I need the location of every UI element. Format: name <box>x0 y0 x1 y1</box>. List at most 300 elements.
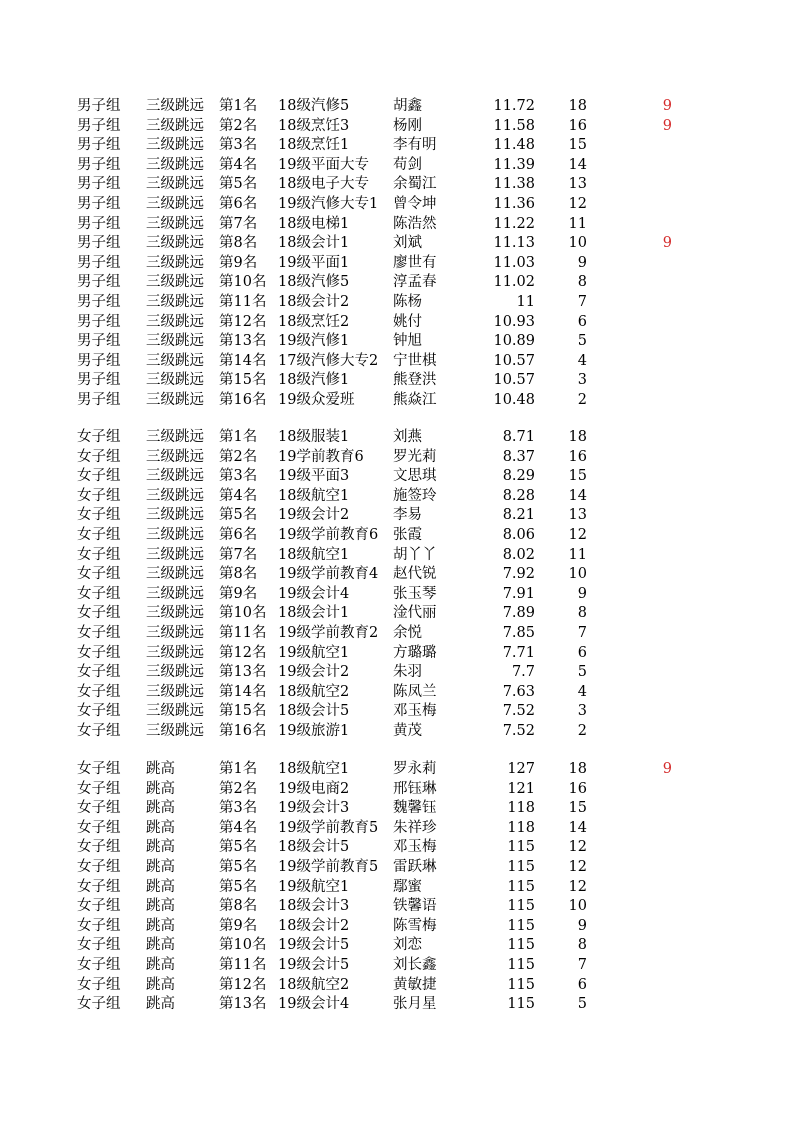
score-cell: 11.38 <box>493 176 535 193</box>
group-cell: 男子组 <box>77 274 121 291</box>
class-cell: 19级学前教育5 <box>278 858 379 875</box>
name-cell: 熊焱江 <box>393 391 437 408</box>
name-cell: 杨刚 <box>393 117 422 134</box>
event-cell: 三级跳远 <box>146 98 204 114</box>
points-cell: 5 <box>577 333 587 350</box>
score-cell: 11.39 <box>493 156 535 173</box>
group-cell: 男子组 <box>77 372 121 389</box>
table-row <box>0 136 793 156</box>
table-row <box>0 234 793 254</box>
points-cell: 13 <box>568 507 587 524</box>
score-cell: 115 <box>507 917 535 934</box>
name-cell: 文思琪 <box>393 468 437 485</box>
group-cell: 女子组 <box>77 819 121 836</box>
rank-cell: 第8名 <box>219 898 258 915</box>
event-cell: 三级跳远 <box>146 605 204 622</box>
score-cell: 7.91 <box>502 585 535 602</box>
table-row <box>0 487 793 507</box>
extra-points-cell: 9 <box>662 98 672 114</box>
class-cell: 19级平面大专 <box>278 156 369 173</box>
event-cell: 三级跳远 <box>146 683 204 700</box>
event-cell: 三级跳远 <box>146 333 204 350</box>
rank-cell: 第2名 <box>219 448 258 465</box>
event-cell: 三级跳远 <box>146 137 204 154</box>
table-row <box>0 624 793 644</box>
group-cell: 男子组 <box>77 195 121 212</box>
score-cell: 11.48 <box>493 137 535 154</box>
class-cell: 19级电商2 <box>278 780 350 797</box>
table-row <box>0 976 793 996</box>
group-cell: 女子组 <box>77 839 121 856</box>
group-cell: 男子组 <box>77 235 121 252</box>
name-cell: 陈凤兰 <box>393 683 437 700</box>
points-cell: 9 <box>577 254 587 271</box>
points-cell: 2 <box>577 722 587 739</box>
name-cell: 陈浩然 <box>393 215 437 232</box>
rank-cell: 第13名 <box>219 996 267 1013</box>
class-cell: 19级航空1 <box>278 878 350 895</box>
score-cell: 7.85 <box>502 624 535 641</box>
table-row <box>0 506 793 526</box>
event-cell: 三级跳远 <box>146 372 204 389</box>
name-cell: 刘恋 <box>393 937 422 954</box>
score-cell: 11.02 <box>493 274 535 291</box>
points-cell: 8 <box>577 937 587 954</box>
points-cell: 14 <box>568 819 587 836</box>
group-cell: 女子组 <box>77 761 121 777</box>
score-cell: 7.52 <box>502 722 535 739</box>
score-cell: 115 <box>507 858 535 875</box>
name-cell: 张霞 <box>393 526 422 543</box>
event-cell: 三级跳远 <box>146 352 204 369</box>
event-cell: 跳高 <box>146 878 175 895</box>
table-row <box>0 936 793 956</box>
event-cell: 跳高 <box>146 976 175 993</box>
event-cell: 三级跳远 <box>146 546 204 563</box>
table-row <box>0 702 793 722</box>
points-cell: 12 <box>568 526 587 543</box>
rank-cell: 第15名 <box>219 372 267 389</box>
group-cell: 男子组 <box>77 333 121 350</box>
name-cell: 胡鑫 <box>393 98 422 114</box>
group-cell: 女子组 <box>77 585 121 602</box>
score-cell: 121 <box>507 780 535 797</box>
table-row <box>0 156 793 176</box>
rank-cell: 第4名 <box>219 156 258 173</box>
points-cell: 18 <box>568 98 587 114</box>
name-cell: 邓玉梅 <box>393 839 437 856</box>
group-cell: 女子组 <box>77 780 121 797</box>
event-cell: 跳高 <box>146 996 175 1013</box>
points-cell: 8 <box>577 274 587 291</box>
table-row <box>0 956 793 976</box>
name-cell: 刘长鑫 <box>393 956 437 973</box>
group-cell: 男子组 <box>77 156 121 173</box>
rank-cell: 第10名 <box>219 274 267 291</box>
event-cell: 三级跳远 <box>146 176 204 193</box>
class-cell: 19级学前教育5 <box>278 819 379 836</box>
points-cell: 12 <box>568 878 587 895</box>
score-cell: 10.57 <box>493 372 535 389</box>
score-cell: 7.63 <box>502 683 535 700</box>
group-cell: 女子组 <box>77 546 121 563</box>
class-cell: 19学前教育6 <box>278 448 364 465</box>
rank-cell: 第5名 <box>219 176 258 193</box>
class-cell: 19级众爱班 <box>278 391 355 408</box>
class-cell: 19级学前教育6 <box>278 526 379 543</box>
table-row <box>0 995 793 1015</box>
class-cell: 19级平面1 <box>278 254 350 271</box>
group-cell: 男子组 <box>77 215 121 232</box>
event-cell: 三级跳远 <box>146 507 204 524</box>
table-row <box>0 644 793 664</box>
rank-cell: 第7名 <box>219 546 258 563</box>
table-row <box>0 175 793 195</box>
score-cell: 115 <box>507 956 535 973</box>
group-cell: 男子组 <box>77 117 121 134</box>
score-cell: 8.28 <box>502 487 535 504</box>
table-row <box>0 683 793 703</box>
score-cell: 7.7 <box>511 664 535 681</box>
points-cell: 9 <box>577 917 587 934</box>
rank-cell: 第5名 <box>219 507 258 524</box>
class-cell: 18级会计3 <box>278 898 350 915</box>
group-cell: 女子组 <box>77 605 121 622</box>
class-cell: 19级会计3 <box>278 800 350 817</box>
event-cell: 三级跳远 <box>146 254 204 271</box>
rank-cell: 第12名 <box>219 644 267 661</box>
score-cell: 11.58 <box>493 117 535 134</box>
group-cell: 女子组 <box>77 722 121 739</box>
score-cell: 7.71 <box>502 644 535 661</box>
name-cell: 李有明 <box>393 137 437 154</box>
group-cell: 女子组 <box>77 526 121 543</box>
group-cell: 女子组 <box>77 664 121 681</box>
event-cell: 跳高 <box>146 761 175 777</box>
group-cell: 男子组 <box>77 98 121 114</box>
name-cell: 朱羽 <box>393 664 422 681</box>
event-cell: 三级跳远 <box>146 722 204 739</box>
table-row <box>0 858 793 878</box>
score-cell: 11.03 <box>493 254 535 271</box>
table-row <box>0 897 793 917</box>
name-cell: 雷跃琳 <box>393 858 437 875</box>
table-row <box>0 293 793 313</box>
rank-cell: 第8名 <box>219 566 258 583</box>
table-row <box>0 254 793 274</box>
table-row <box>0 878 793 898</box>
group-cell: 女子组 <box>77 507 121 524</box>
rank-cell: 第3名 <box>219 800 258 817</box>
class-cell: 19级会计2 <box>278 507 350 524</box>
score-cell: 11.36 <box>493 195 535 212</box>
score-cell: 118 <box>507 819 535 836</box>
class-cell: 18级烹饪2 <box>278 313 350 330</box>
group-cell: 女子组 <box>77 976 121 993</box>
class-cell: 18级航空1 <box>278 487 350 504</box>
rank-cell: 第13名 <box>219 333 267 350</box>
group-cell: 女子组 <box>77 878 121 895</box>
group-cell: 女子组 <box>77 858 121 875</box>
name-cell: 余悦 <box>393 624 422 641</box>
name-cell: 张玉琴 <box>393 585 437 602</box>
event-cell: 三级跳远 <box>146 274 204 291</box>
table-row <box>0 448 793 468</box>
group-cell: 男子组 <box>77 176 121 193</box>
points-cell: 9 <box>577 585 587 602</box>
points-cell: 2 <box>577 391 587 408</box>
class-cell: 18级电子大专 <box>278 176 369 193</box>
extra-points-cell: 9 <box>662 235 672 252</box>
group-cell: 男子组 <box>77 313 121 330</box>
name-cell: 苟剑 <box>393 156 422 173</box>
score-cell: 11 <box>516 293 535 310</box>
rank-cell: 第6名 <box>219 195 258 212</box>
event-cell: 三级跳远 <box>146 117 204 134</box>
points-cell: 7 <box>577 293 587 310</box>
class-cell: 18级汽修5 <box>278 98 350 114</box>
points-cell: 7 <box>577 956 587 973</box>
event-cell: 三级跳远 <box>146 526 204 543</box>
class-cell: 18级航空2 <box>278 976 350 993</box>
rank-cell: 第11名 <box>219 956 267 973</box>
table-row <box>0 604 793 624</box>
name-cell: 陈杨 <box>393 293 422 310</box>
points-cell: 5 <box>577 996 587 1013</box>
table-row <box>0 780 793 800</box>
name-cell: 熊登洪 <box>393 372 437 389</box>
points-cell: 12 <box>568 195 587 212</box>
class-cell: 19级汽修大专1 <box>278 195 379 212</box>
score-cell: 10.89 <box>493 333 535 350</box>
score-cell: 115 <box>507 839 535 856</box>
event-cell: 三级跳远 <box>146 448 204 465</box>
points-cell: 18 <box>568 761 587 777</box>
table-row <box>0 97 793 117</box>
rank-cell: 第8名 <box>219 235 258 252</box>
score-cell: 8.29 <box>502 468 535 485</box>
points-cell: 12 <box>568 839 587 856</box>
score-cell: 115 <box>507 898 535 915</box>
points-cell: 11 <box>568 215 587 232</box>
points-cell: 4 <box>577 683 587 700</box>
group-cell: 男子组 <box>77 352 121 369</box>
rank-cell: 第6名 <box>219 526 258 543</box>
table-row <box>0 760 793 780</box>
name-cell: 邢钰琳 <box>393 780 437 797</box>
points-cell: 16 <box>568 780 587 797</box>
group-cell: 男子组 <box>77 137 121 154</box>
points-cell: 11 <box>568 546 587 563</box>
name-cell: 张月星 <box>393 996 437 1013</box>
event-cell: 跳高 <box>146 800 175 817</box>
score-cell: 10.93 <box>493 313 535 330</box>
event-cell: 三级跳远 <box>146 585 204 602</box>
table-row <box>0 313 793 333</box>
class-cell: 18级会计2 <box>278 293 350 310</box>
group-cell: 女子组 <box>77 448 121 465</box>
score-cell: 7.52 <box>502 703 535 720</box>
class-cell: 18级会计1 <box>278 605 350 622</box>
name-cell: 淦代丽 <box>393 605 437 622</box>
rank-cell: 第13名 <box>219 664 267 681</box>
score-cell: 127 <box>507 761 535 777</box>
points-cell: 6 <box>577 976 587 993</box>
score-cell: 118 <box>507 800 535 817</box>
rank-cell: 第1名 <box>219 761 258 777</box>
score-cell: 11.13 <box>493 235 535 252</box>
event-cell: 三级跳远 <box>146 313 204 330</box>
group-cell: 女子组 <box>77 644 121 661</box>
extra-points-cell: 9 <box>662 761 672 777</box>
score-cell: 8.37 <box>502 448 535 465</box>
points-cell: 3 <box>577 703 587 720</box>
group-cell: 女子组 <box>77 898 121 915</box>
score-cell: 11.22 <box>493 215 535 232</box>
table-row <box>0 273 793 293</box>
table-row <box>0 799 793 819</box>
score-cell: 8.21 <box>502 507 535 524</box>
name-cell: 钟旭 <box>393 333 422 350</box>
event-cell: 跳高 <box>146 839 175 856</box>
table-row <box>0 371 793 391</box>
group-cell: 女子组 <box>77 683 121 700</box>
group-cell: 女子组 <box>77 937 121 954</box>
table-row <box>0 917 793 937</box>
name-cell: 李易 <box>393 507 422 524</box>
rank-cell: 第1名 <box>219 429 258 445</box>
class-cell: 19级旅游1 <box>278 722 350 739</box>
group-cell: 女子组 <box>77 917 121 934</box>
rank-cell: 第14名 <box>219 683 267 700</box>
event-cell: 三级跳远 <box>146 664 204 681</box>
class-cell: 19级会计4 <box>278 585 350 602</box>
name-cell: 赵代锐 <box>393 566 437 583</box>
class-cell: 19级平面3 <box>278 468 350 485</box>
score-cell: 8.06 <box>502 526 535 543</box>
rank-cell: 第5名 <box>219 839 258 856</box>
event-cell: 三级跳远 <box>146 195 204 212</box>
event-cell: 三级跳远 <box>146 215 204 232</box>
event-cell: 跳高 <box>146 917 175 934</box>
points-cell: 16 <box>568 448 587 465</box>
class-cell: 19级学前教育4 <box>278 566 379 583</box>
group-cell: 男子组 <box>77 293 121 310</box>
rank-cell: 第4名 <box>219 819 258 836</box>
name-cell: 宁世棋 <box>393 352 437 369</box>
section-women-triple-jump <box>0 428 793 742</box>
name-cell: 刘燕 <box>393 429 422 445</box>
score-cell: 11.72 <box>493 98 535 114</box>
rank-cell: 第9名 <box>219 917 258 934</box>
points-cell: 10 <box>568 235 587 252</box>
event-cell: 三级跳远 <box>146 429 204 445</box>
name-cell: 施签玲 <box>393 487 437 504</box>
event-cell: 跳高 <box>146 780 175 797</box>
group-cell: 男子组 <box>77 254 121 271</box>
rank-cell: 第4名 <box>219 487 258 504</box>
rank-cell: 第14名 <box>219 352 267 369</box>
points-cell: 15 <box>568 468 587 485</box>
section-women-high-jump <box>0 760 793 1015</box>
points-cell: 10 <box>568 566 587 583</box>
rank-cell: 第10名 <box>219 937 267 954</box>
points-cell: 6 <box>577 313 587 330</box>
score-cell: 8.02 <box>502 546 535 563</box>
name-cell: 罗永莉 <box>393 761 437 777</box>
table-row <box>0 663 793 683</box>
table-row <box>0 819 793 839</box>
class-cell: 18级电梯1 <box>278 215 350 232</box>
class-cell: 18级烹饪3 <box>278 117 350 134</box>
name-cell: 罗光莉 <box>393 448 437 465</box>
score-cell: 115 <box>507 937 535 954</box>
table-row <box>0 565 793 585</box>
name-cell: 朱祥珍 <box>393 819 437 836</box>
table-row <box>0 117 793 137</box>
class-cell: 18级航空1 <box>278 546 350 563</box>
score-cell: 7.89 <box>502 605 535 622</box>
rank-cell: 第11名 <box>219 293 267 310</box>
table-row <box>0 332 793 352</box>
points-cell: 16 <box>568 117 587 134</box>
group-cell: 女子组 <box>77 429 121 445</box>
name-cell: 胡丫丫 <box>393 546 437 563</box>
score-cell: 115 <box>507 976 535 993</box>
name-cell: 邓玉梅 <box>393 703 437 720</box>
class-cell: 18级会计5 <box>278 839 350 856</box>
group-cell: 女子组 <box>77 800 121 817</box>
event-cell: 三级跳远 <box>146 468 204 485</box>
rank-cell: 第12名 <box>219 976 267 993</box>
name-cell: 曾令坤 <box>393 195 437 212</box>
rank-cell: 第5名 <box>219 878 258 895</box>
table-row <box>0 585 793 605</box>
event-cell: 三级跳远 <box>146 293 204 310</box>
event-cell: 三级跳远 <box>146 156 204 173</box>
class-cell: 19级学前教育2 <box>278 624 379 641</box>
class-cell: 19级会计5 <box>278 937 350 954</box>
score-cell: 10.48 <box>493 391 535 408</box>
table-row <box>0 195 793 215</box>
class-cell: 19级航空1 <box>278 644 350 661</box>
name-cell: 廖世有 <box>393 254 437 271</box>
event-cell: 跳高 <box>146 858 175 875</box>
rank-cell: 第5名 <box>219 858 258 875</box>
table-row <box>0 352 793 372</box>
score-cell: 115 <box>507 878 535 895</box>
class-cell: 19级汽修1 <box>278 333 350 350</box>
name-cell: 魏馨钰 <box>393 800 437 817</box>
event-cell: 三级跳远 <box>146 703 204 720</box>
class-cell: 17级汽修大专2 <box>278 352 379 369</box>
class-cell: 18级服装1 <box>278 429 350 445</box>
table-row <box>0 546 793 566</box>
name-cell: 陈雪梅 <box>393 917 437 934</box>
extra-points-cell: 9 <box>662 117 672 134</box>
score-cell: 7.92 <box>502 566 535 583</box>
class-cell: 19级会计2 <box>278 664 350 681</box>
score-cell: 8.71 <box>502 429 535 445</box>
table-row <box>0 215 793 235</box>
class-cell: 18级烹饪1 <box>278 137 350 154</box>
table-row <box>0 526 793 546</box>
rank-cell: 第16名 <box>219 391 267 408</box>
table-row <box>0 838 793 858</box>
points-cell: 3 <box>577 372 587 389</box>
class-cell: 18级航空1 <box>278 761 350 777</box>
points-cell: 4 <box>577 352 587 369</box>
